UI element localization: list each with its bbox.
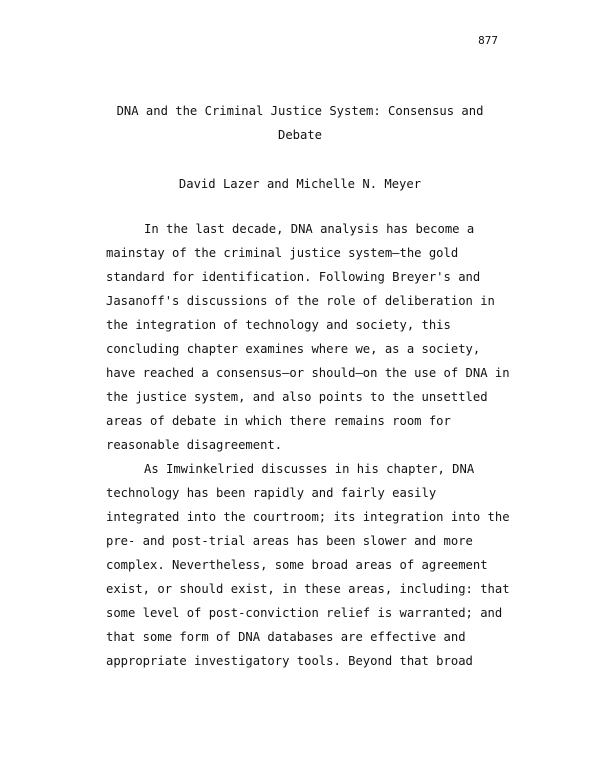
- paragraph-1-line-5: the integration of technology and society, this: [106, 318, 451, 332]
- paragraph-1-line-6: concluding chapter examines where we, as a society,: [106, 342, 481, 356]
- paragraph-2-line-6: exist, or should exist, in these areas, including: that: [106, 582, 510, 596]
- paragraph-2-line-4: pre- and post-trial areas has been slower and more: [106, 534, 473, 548]
- paragraph-2-line-7: some level of post-conviction relief is warranted; and: [106, 606, 503, 620]
- paragraph-1-line-2: mainstay of the criminal justice system—the gold: [106, 246, 459, 260]
- paragraph-2-line-2: technology has been rapidly and fairly easily: [106, 486, 437, 500]
- paragraph-2-line-1: As Imwinkelried discusses in his chapter, DNA: [144, 462, 475, 476]
- paragraph-1-line-8: the justice system, and also points to the unsettled: [106, 390, 488, 404]
- paragraph-1-line-1: In the last decade, DNA analysis has become a: [144, 222, 475, 236]
- chapter-title-line-2: Debate: [277, 128, 323, 142]
- chapter-title-line-1: DNA and the Criminal Justice System: Consensus and: [116, 104, 484, 118]
- paragraph-2-line-9: appropriate investigatory tools. Beyond that broad: [106, 654, 473, 668]
- authors: David Lazer and Michelle N. Meyer: [178, 177, 422, 191]
- paragraph-1-line-3: standard for identification. Following Breyer's and: [106, 270, 481, 284]
- paragraph-1-line-7: have reached a consensus—or should—on the use of DNA in: [106, 366, 510, 380]
- paragraph-1-line-4: Jasanoff's discussions of the role of deliberation in: [106, 294, 495, 308]
- paragraph-1-line-9: areas of debate in which there remains room for: [106, 414, 451, 428]
- paragraph-1-line-10: reasonable disagreement.: [106, 438, 283, 452]
- paragraph-2-line-3: integrated into the courtroom; its integration into the: [106, 510, 510, 524]
- paragraph-2-line-8: that some form of DNA databases are effective and: [106, 630, 466, 644]
- page-number: 877: [478, 34, 498, 47]
- paragraph-2-line-5: complex. Nevertheless, some broad areas of agreement: [106, 558, 488, 572]
